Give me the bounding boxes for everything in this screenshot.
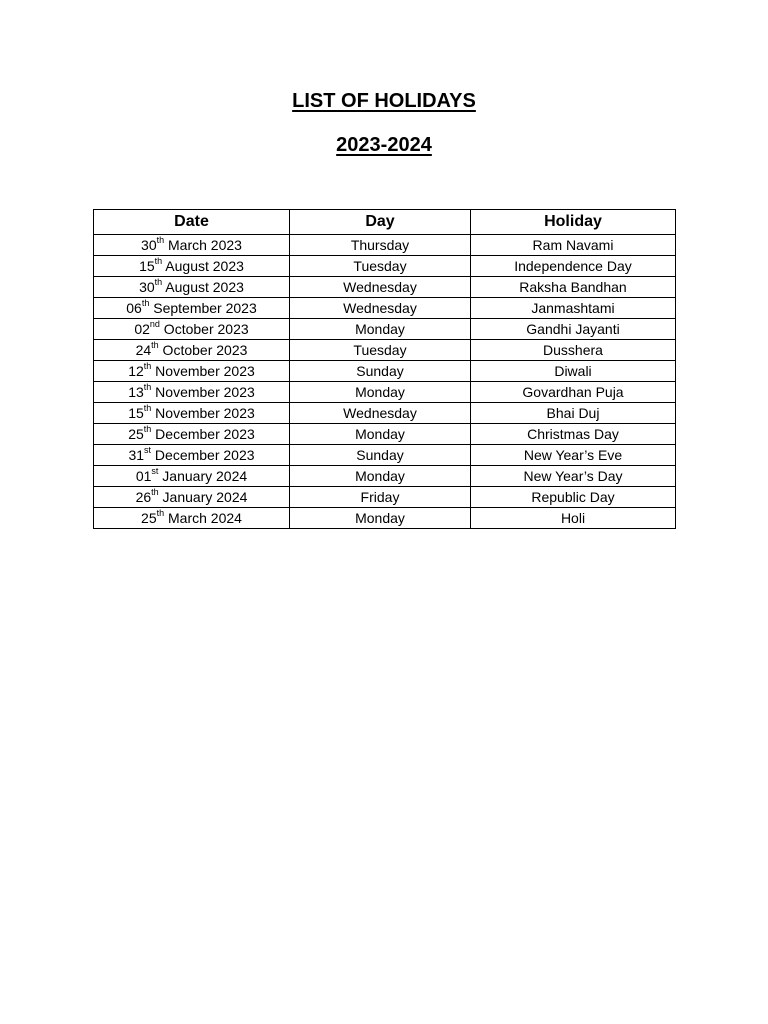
holiday-cell: Republic Day xyxy=(471,487,676,508)
header-holiday: Holiday xyxy=(471,210,676,235)
holiday-cell: Gandhi Jayanti xyxy=(471,319,676,340)
date-ordinal-suffix: th xyxy=(154,277,163,288)
date-day-number: 25 xyxy=(128,426,144,442)
date-day-number: 25 xyxy=(141,510,157,526)
holiday-cell: Christmas Day xyxy=(471,424,676,445)
header-date: Date xyxy=(94,210,290,235)
holiday-cell: Ram Navami xyxy=(471,235,676,256)
date-cell xyxy=(94,319,290,340)
date-ordinal-suffix: th xyxy=(143,382,152,393)
date-month-year: October 2023 xyxy=(159,321,249,337)
date-cell xyxy=(94,466,290,487)
date-month-year: August 2023 xyxy=(162,258,244,274)
table-row xyxy=(94,256,676,277)
table-row xyxy=(94,319,676,340)
table-row xyxy=(94,508,676,529)
date-cell xyxy=(94,277,290,298)
table-row xyxy=(94,361,676,382)
date-cell xyxy=(94,403,290,424)
date-cell xyxy=(94,508,290,529)
table-header-row xyxy=(94,210,676,235)
date-cell xyxy=(94,382,290,403)
holiday-cell: New Year’s Eve xyxy=(471,445,676,466)
date-day-number: 01 xyxy=(135,468,152,484)
date-ordinal-suffix: st xyxy=(151,466,159,477)
day-cell: Monday xyxy=(290,424,471,445)
date-cell xyxy=(94,445,290,466)
document-subtitle: 2023-2024 xyxy=(336,134,432,156)
holiday-cell: Raksha Bandhan xyxy=(471,277,676,298)
date-month-year: March 2023 xyxy=(164,237,242,253)
date-cell xyxy=(94,487,290,508)
day-cell: Monday xyxy=(290,466,471,487)
table-row xyxy=(94,277,676,298)
date-ordinal-suffix: th xyxy=(156,235,165,246)
date-ordinal-suffix: th xyxy=(141,298,150,309)
date-day-number: 15 xyxy=(128,405,144,421)
date-month-year: December 2023 xyxy=(151,426,255,442)
date-ordinal-suffix: st xyxy=(144,445,152,456)
date-cell xyxy=(94,298,290,319)
date-cell xyxy=(94,361,290,382)
date-day-number: 15 xyxy=(139,258,155,274)
day-cell: Tuesday xyxy=(290,340,471,361)
date-cell xyxy=(94,235,290,256)
holiday-cell: Janmashtami xyxy=(471,298,676,319)
date-ordinal-suffix: nd xyxy=(149,319,160,330)
date-month-year: August 2023 xyxy=(162,279,244,295)
table-row xyxy=(94,487,676,508)
date-ordinal-suffix: th xyxy=(143,403,152,414)
date-day-number: 12 xyxy=(128,363,144,379)
date-ordinal-suffix: th xyxy=(143,424,152,435)
date-cell xyxy=(94,340,290,361)
holiday-cell: Govardhan Puja xyxy=(471,382,676,403)
date-ordinal-suffix: th xyxy=(156,508,165,519)
date-month-year: September 2023 xyxy=(149,300,257,316)
table-row xyxy=(94,235,676,256)
day-cell: Thursday xyxy=(290,235,471,256)
holiday-cell: Dusshera xyxy=(471,340,676,361)
holiday-cell: New Year’s Day xyxy=(471,466,676,487)
date-ordinal-suffix: th xyxy=(151,487,159,498)
table-row xyxy=(94,298,676,319)
date-ordinal-suffix: th xyxy=(154,256,163,267)
document-title: LIST OF HOLIDAYS xyxy=(292,90,476,112)
day-cell: Sunday xyxy=(290,445,471,466)
date-day-number: 24 xyxy=(135,342,152,358)
day-cell: Tuesday xyxy=(290,256,471,277)
date-month-year: October 2023 xyxy=(158,342,248,358)
table-row xyxy=(94,445,676,466)
date-day-number: 13 xyxy=(128,384,144,400)
date-ordinal-suffix: th xyxy=(151,340,159,351)
table-row xyxy=(94,424,676,445)
date-cell xyxy=(94,424,290,445)
date-day-number: 30 xyxy=(139,279,155,295)
date-day-number: 31 xyxy=(128,447,145,463)
day-cell: Wednesday xyxy=(290,298,471,319)
date-day-number: 26 xyxy=(135,489,152,505)
date-ordinal-suffix: th xyxy=(143,361,152,372)
table-row xyxy=(94,340,676,361)
day-cell: Friday xyxy=(290,487,471,508)
date-month-year: January 2024 xyxy=(158,489,248,505)
date-month-year: November 2023 xyxy=(151,363,255,379)
date-day-number: 06 xyxy=(126,300,142,316)
date-day-number: 02 xyxy=(134,321,150,337)
day-cell: Monday xyxy=(290,508,471,529)
holiday-cell: Diwali xyxy=(471,361,676,382)
day-cell: Sunday xyxy=(290,361,471,382)
date-month-year: December 2023 xyxy=(151,447,255,463)
holiday-cell: Bhai Duj xyxy=(471,403,676,424)
date-month-year: November 2023 xyxy=(151,405,255,421)
date-month-year: March 2024 xyxy=(164,510,242,526)
holiday-cell: Holi xyxy=(471,508,676,529)
date-day-number: 30 xyxy=(141,237,157,253)
date-month-year: November 2023 xyxy=(151,384,255,400)
holidays-table xyxy=(93,209,676,529)
day-cell: Wednesday xyxy=(290,403,471,424)
table-row xyxy=(94,403,676,424)
table-row xyxy=(94,466,676,487)
table-row xyxy=(94,382,676,403)
day-cell: Monday xyxy=(290,382,471,403)
holiday-cell: Independence Day xyxy=(471,256,676,277)
day-cell: Monday xyxy=(290,319,471,340)
date-cell xyxy=(94,256,290,277)
table-body xyxy=(94,235,676,529)
date-month-year: January 2024 xyxy=(158,468,248,484)
header-day: Day xyxy=(290,210,471,235)
day-cell: Wednesday xyxy=(290,277,471,298)
